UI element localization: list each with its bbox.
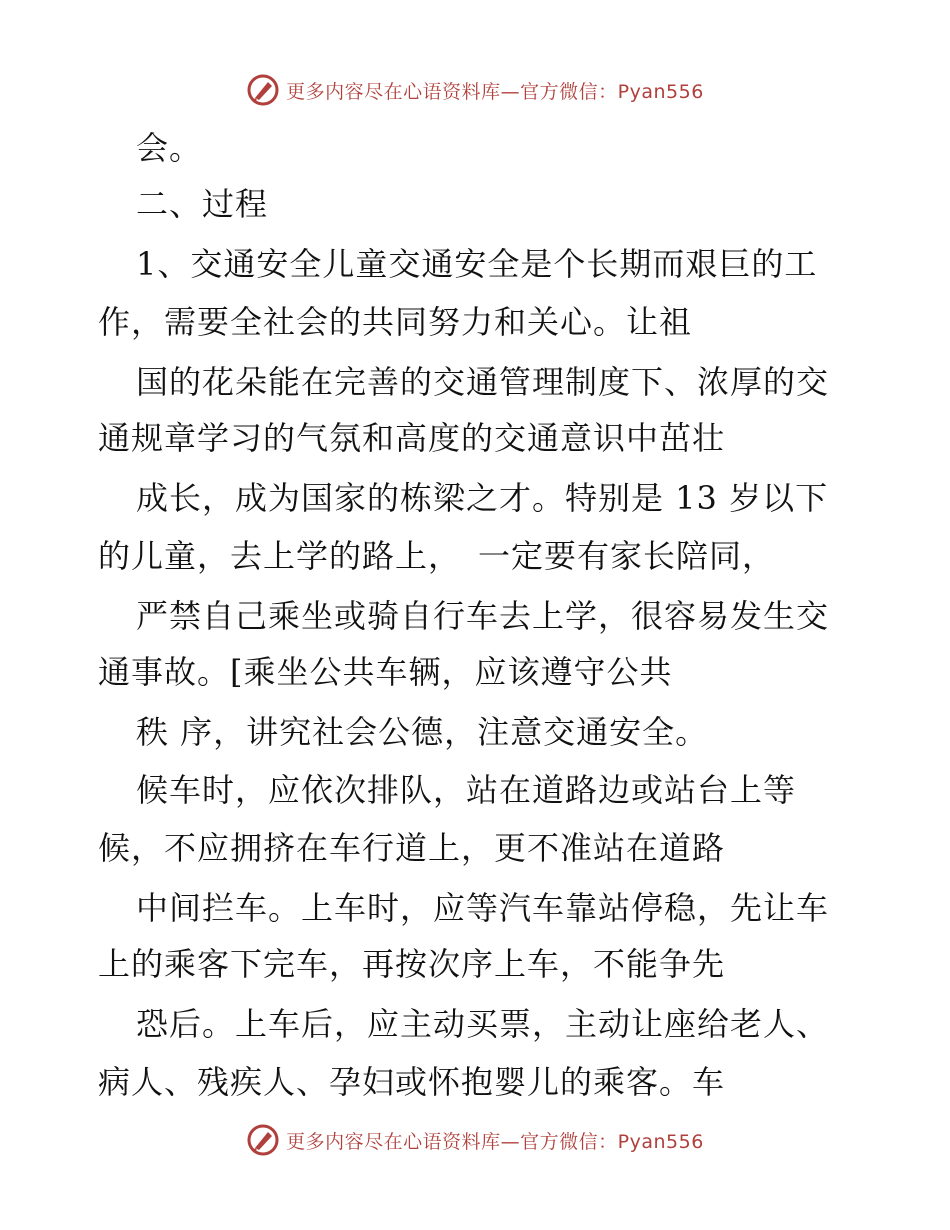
text-line-2: 二、过程 <box>136 185 269 223</box>
text-line-15: 上的乘客下完车，再按次序上车，不能争先 <box>98 945 726 983</box>
pen-logo-icon <box>246 73 280 107</box>
footer-banner <box>0 1122 950 1158</box>
text-line-3: 1、交通安全儿童交通安全是个长期而艰巨的工 <box>136 245 818 283</box>
text-line-17: 病人、残疾人、孕妇或怀抱婴儿的乘客。车 <box>98 1063 726 1101</box>
text-line-12: 候车时，应依次排队，站在道路边或站台上等 <box>136 771 797 809</box>
footer-banner-text: 更多内容尽在心语资料库—官方微信：Pyan556 <box>286 1130 704 1153</box>
text-line-10: 通事故。[乘坐公共车辆，应该遵守公共 <box>98 653 673 691</box>
text-line-11: 秩 序，讲究社会公德，注意交通安全。 <box>136 713 709 751</box>
text-line-14: 中间拦车。上车时，应等汽车靠站停稳，先让车 <box>136 889 830 927</box>
text-line-9: 严禁自己乘坐或骑自行车去上学，很容易发生交 <box>136 597 830 635</box>
text-line-5: 国的花朵能在完善的交通管理制度下、浓厚的交 <box>136 363 830 401</box>
text-line-4: 作，需要全社会的共同努力和关心。让祖 <box>98 303 693 341</box>
header-banner <box>0 72 950 108</box>
text-line-6: 通规章学习的气氛和高度的交通意识中茁壮 <box>98 419 726 457</box>
text-line-16: 恐后。上车后，应主动买票，主动让座给老人、 <box>136 1005 830 1043</box>
text-line-13: 候，不应拥挤在车行道上，更不准站在道路 <box>98 829 726 867</box>
text-line-8: 的儿童，去上学的路上， 一定要有家长陪同， <box>98 537 776 575</box>
text-line-1: 会。 <box>136 129 203 167</box>
text-line-7: 成长，成为国家的栋梁之才。特别是 13 岁以下 <box>136 479 829 517</box>
pen-logo-icon <box>246 1123 280 1157</box>
header-banner-text: 更多内容尽在心语资料库—官方微信：Pyan556 <box>286 80 704 103</box>
